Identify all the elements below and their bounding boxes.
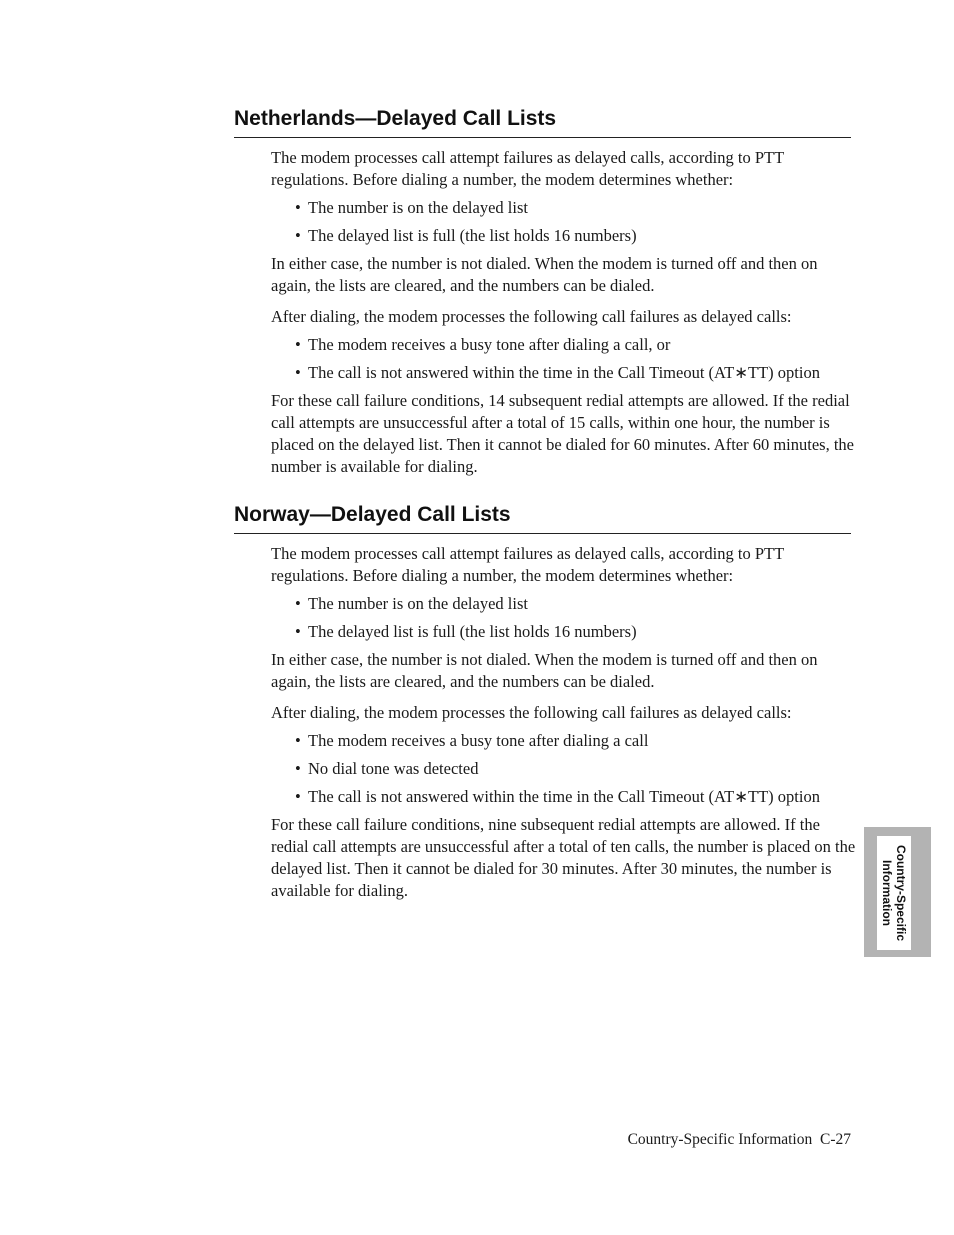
section-body-netherlands <box>271 147 861 478</box>
list-item: • The modem receives a busy tone after dialing a call <box>295 731 649 750</box>
list-item: • The delayed list is full (the list holds 16 numbers) <box>295 622 637 641</box>
bullet-icon: • <box>295 226 301 245</box>
conditions-paragraph: For these call failure conditions, nine subsequent redial attempts are allowed. If the redial call attempts are unsuccessful after a total of ten calls, the number is placed on the delayed list. Then it cannot be dialed for 30 minutes. After 30 minutes, the number is available for dialing. <box>271 815 856 900</box>
list-item: • The call is not answered within the time in the Call Timeout (AT∗TT) option <box>295 363 820 382</box>
page-footer <box>628 1131 851 1149</box>
conditions-paragraph: For these call failure conditions, 14 subsequent redial attempts are allowed. If the redial call attempts are unsuccessful after a total of 15 calls, within one hour, the number is placed on the delayed list. Then it cannot be dialed for 60 minutes. After 60 minutes, the number is available for dialing. <box>271 391 855 476</box>
page-number: C-27 <box>820 1131 851 1148</box>
intro-paragraph: The modem processes call attempt failures as delayed calls, according to PTT regulations. Before dialing a number, the modem determines whether: <box>271 148 784 189</box>
list-item: • No dial tone was detected <box>295 759 479 778</box>
bullet-icon: • <box>295 731 301 750</box>
bullet-icon: • <box>295 363 301 382</box>
either-case-paragraph: In either case, the number is not dialed. When the modem is turned off and then on again, the lists are cleared, and the numbers can be dialed. <box>271 254 818 295</box>
bullet-icon: • <box>295 335 301 354</box>
list-item: • The call is not answered within the time in the Call Timeout (AT∗TT) option <box>295 787 820 806</box>
section-body-norway <box>271 543 861 902</box>
bullet-icon: • <box>295 759 301 778</box>
after-dialing-paragraph: After dialing, the modem processes the following call failures as delayed calls: <box>271 307 792 326</box>
section-heading-norway: Norway—Delayed Call Lists <box>234 502 851 534</box>
delayed-checks-list <box>271 593 861 643</box>
list-item: • The number is on the delayed list <box>295 594 528 613</box>
bullet-icon: • <box>295 622 301 641</box>
call-failures-list <box>271 730 861 808</box>
either-case-paragraph: In either case, the number is not dialed. When the modem is turned off and then on again, the lists are cleared, and the numbers can be dialed. <box>271 650 818 691</box>
footer-section-name: Country-Specific Information <box>627 1131 813 1148</box>
delayed-checks-list <box>271 197 861 247</box>
thumb-tab-label-box <box>877 836 911 950</box>
thumb-tab-label: Country-Specific Information <box>880 844 908 941</box>
intro-paragraph: The modem processes call attempt failures as delayed calls, according to PTT regulations. Before dialing a number, the modem determines whether: <box>271 544 784 585</box>
after-dialing-paragraph: After dialing, the modem processes the following call failures as delayed calls: <box>271 703 792 722</box>
call-failures-list <box>271 334 861 384</box>
bullet-icon: • <box>295 594 301 613</box>
list-item: • The number is on the delayed list <box>295 198 528 217</box>
list-item: • The modem receives a busy tone after dialing a call, or <box>295 335 671 354</box>
section-thumb-tab <box>864 827 931 957</box>
bullet-icon: • <box>295 787 301 806</box>
bullet-icon: • <box>295 198 301 217</box>
section-heading-netherlands: Netherlands—Delayed Call Lists <box>234 106 851 138</box>
list-item: • The delayed list is full (the list holds 16 numbers) <box>295 226 637 245</box>
